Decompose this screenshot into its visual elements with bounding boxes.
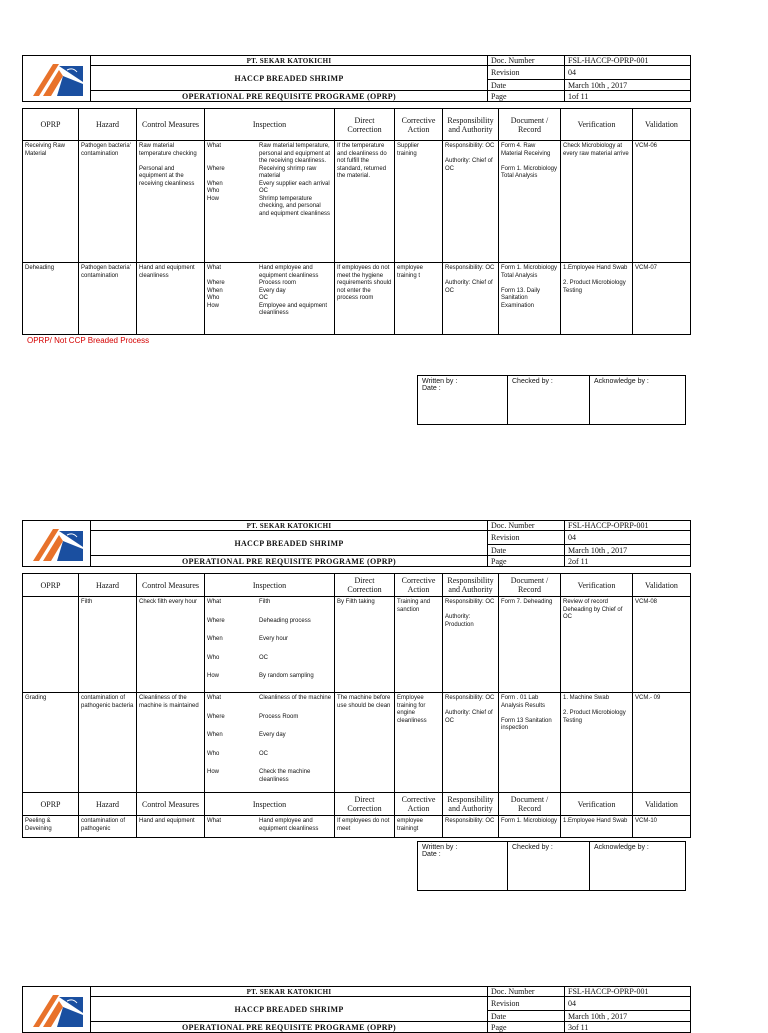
column-header: Inspection [205, 574, 335, 597]
date-sign-label: Date : [422, 385, 441, 392]
table-header-row [23, 109, 691, 141]
document-header [22, 55, 691, 102]
responsibility-cell: Responsibility: OC Authority: Production [443, 597, 499, 693]
logo-icon [23, 56, 89, 99]
document-cell: Form . 01 Lab Analysis Results Form 13 Sanitation inspection [499, 693, 561, 793]
doc-number-label: Doc. Number [488, 521, 565, 531]
insp-value: Every day [259, 732, 286, 738]
document-cell: Form 1. Microbiology Total Analysis Form 13. Daily Sanitation Examination [499, 263, 561, 335]
column-header: Document / Record [499, 109, 561, 141]
column-header: Responsibility and Authority [443, 109, 499, 141]
column-header: Hazard [79, 574, 137, 597]
insp-value: Cleanliness of the machine [259, 695, 332, 701]
insp-label: What [207, 143, 222, 149]
program-title: OPERATIONAL PRE REQUISITE PROGRAME (OPRP) [91, 1022, 488, 1033]
doc-number-label: Doc. Number [488, 987, 565, 997]
table-row [23, 141, 691, 263]
column-header: Validation [633, 574, 691, 597]
hazard-cell: Pathogen bacteria' contamination [79, 263, 137, 335]
column-header: Direct Correction [335, 793, 395, 816]
insp-label: How [207, 195, 220, 202]
company-logo [23, 521, 91, 567]
inspection-cell [205, 693, 335, 793]
corrective-action-cell: Employee training for engine cleanliness [395, 693, 443, 793]
company-logo [23, 987, 91, 1033]
control-cell: Raw material temperature checking Personal and equipment at the receiving cleanliness [137, 141, 205, 263]
column-header: Control Measures [137, 574, 205, 597]
table-row [23, 816, 691, 838]
inspection-cell [205, 816, 335, 838]
revision-label: Revision [488, 66, 565, 80]
insp-value: Hand employee and equipment cleanliness [259, 265, 319, 279]
insp-label: When [207, 287, 223, 294]
hazard-cell: Pathogen bacteria' contamination [79, 141, 137, 263]
verification-cell: 1.Employee Hand Swab 2. Product Microbiology Testing [561, 263, 633, 335]
revision-value: 04 [565, 66, 691, 80]
insp-label: Where [207, 617, 225, 624]
column-header: Responsibility and Authority [443, 574, 499, 597]
doc-number-value: FSL-HACCP-OPRP-001 [565, 521, 691, 531]
program-title: OPERATIONAL PRE REQUISITE PROGRAME (OPRP) [91, 556, 488, 567]
insp-label: What [207, 695, 222, 701]
written-by-cell [418, 842, 508, 891]
column-header: Responsibility and Authority [443, 793, 499, 816]
inspection-cell [205, 597, 335, 693]
company-name: PT. SEKAR KATOKICHI [91, 987, 488, 997]
insp-value: Check the machine cleanliness [259, 769, 311, 783]
insp-value: Raw material temperature, personal and equipment at the receiving cleanliness. [259, 143, 331, 164]
insp-value: Employee and equipment cleanliness [259, 302, 328, 316]
responsibility-cell: Responsibility: OC Authority: Chief of OC [443, 693, 499, 793]
direct-correction-cell: The machine before use should be clean [335, 693, 395, 793]
column-header: OPRP [23, 109, 79, 141]
column-header: Inspection [205, 109, 335, 141]
insp-value: Receiving shrimp raw material [259, 165, 317, 179]
page-label: Page [488, 556, 565, 567]
validation-cell: VCM-07 [633, 263, 691, 335]
insp-label: What [207, 265, 222, 271]
responsibility-cell: Responsibility: OC Authority: Chief of OC [443, 263, 499, 335]
doc-number-value: FSL-HACCP-OPRP-001 [565, 56, 691, 66]
insp-label: What [207, 818, 222, 824]
company-logo [23, 56, 91, 102]
table-header-row [23, 793, 691, 816]
insp-value: OC [259, 188, 268, 194]
column-header: Verification [561, 793, 633, 816]
control-cell: Hand and equipment [137, 816, 205, 838]
hazard-cell: contamination of pathogenic [79, 816, 137, 838]
column-header: OPRP [23, 793, 79, 816]
insp-value: Deheading process [259, 617, 311, 624]
column-header: Validation [633, 109, 691, 141]
validation-cell: VCM-06 [633, 141, 691, 263]
insp-label: Where [207, 280, 225, 286]
column-header: Inspection [205, 793, 335, 816]
oprp-cell [23, 597, 79, 693]
page-value: 2of 11 [565, 556, 691, 567]
written-by-label: Written by : [422, 844, 458, 851]
inspection-cell [205, 141, 335, 263]
corrective-action-cell: Training and sanction [395, 597, 443, 693]
oprp-cell: Peeling & Deveining [23, 816, 79, 838]
column-header: Verification [561, 109, 633, 141]
oprp-table [22, 573, 691, 838]
insp-label: What [207, 599, 222, 605]
responsibility-cell: Responsibility: OC Authority: Chief of OC [443, 141, 499, 263]
date-label: Date [488, 80, 565, 91]
column-header: Control Measures [137, 109, 205, 141]
insp-value: Filth [259, 599, 271, 605]
direct-correction-cell: If the temperature and cleanliness do not fulfill the standard, returned the material. [335, 141, 395, 263]
date-label: Date [488, 545, 565, 556]
insp-value: Process room [259, 280, 297, 286]
oprp-cell: Receiving Raw Material [23, 141, 79, 263]
hazard-cell: contamination of pathogenic bacteria [79, 693, 137, 793]
column-header: OPRP [23, 574, 79, 597]
insp-label: Who [207, 750, 220, 757]
column-header: Direct Correction [335, 574, 395, 597]
product-title: HACCP BREADED SHRIMP [91, 997, 488, 1022]
insp-value: By random sampling [259, 673, 314, 679]
control-cell: Hand and equipment cleanliness [137, 263, 205, 335]
column-header: Validation [633, 793, 691, 816]
table-header-row [23, 574, 691, 597]
page-value: 1of 11 [565, 91, 691, 102]
insp-value: OC [259, 654, 268, 661]
column-header: Hazard [79, 109, 137, 141]
verification-cell: Review of record Deheading by Chief of OC [561, 597, 633, 693]
revision-label: Revision [488, 997, 565, 1011]
insp-value: Hand employee and equipment cleanliness [259, 818, 319, 832]
page-label: Page [488, 91, 565, 102]
insp-label: Who [207, 654, 220, 661]
insp-value: Process Room [259, 713, 299, 720]
document-header [22, 520, 691, 567]
validation-cell: VCM-08 [633, 597, 691, 693]
insp-label: Who [207, 188, 220, 194]
insp-value: OC [259, 750, 268, 757]
corrective-action-cell: employee trainingt [395, 816, 443, 838]
document-cell: Form 4. Raw Material Receiving Form 1. Microbiology Total Analysis [499, 141, 561, 263]
oprp-cell: Deheading [23, 263, 79, 335]
column-header: Direct Correction [335, 109, 395, 141]
acknowledge-by-label: Acknowledge by : [590, 376, 686, 425]
written-by-label: Written by : [422, 378, 458, 385]
signature-box [417, 375, 686, 425]
insp-label: When [207, 180, 223, 187]
document-cell: Form 7. Deheading [499, 597, 561, 693]
validation-cell: VCM.- 09 [633, 693, 691, 793]
control-cell: Check filth every hour [137, 597, 205, 693]
verification-cell: Check Microbiology at every raw material arrive [561, 141, 633, 263]
signature-box [417, 841, 686, 891]
direct-correction-cell: By Filth taking [335, 597, 395, 693]
insp-label: How [207, 673, 220, 679]
insp-label: Where [207, 165, 225, 172]
insp-value: Every day [259, 287, 286, 294]
revision-value: 04 [565, 531, 691, 545]
date-value: March 10th , 2017 [565, 80, 691, 91]
document-header [22, 986, 691, 1033]
checked-by-label: Checked by : [508, 842, 590, 891]
date-label: Date [488, 1011, 565, 1022]
table-row [23, 597, 691, 693]
column-header: Verification [561, 574, 633, 597]
column-header: Control Measures [137, 793, 205, 816]
hazard-cell: Filth [79, 597, 137, 693]
column-header: Document / Record [499, 574, 561, 597]
validation-cell: VCM-10 [633, 816, 691, 838]
verification-cell: 1. Machine Swab 2. Product Microbiology Testing [561, 693, 633, 793]
column-header: Document / Record [499, 793, 561, 816]
direct-correction-cell: If employees do not meet the hygiene requirements should not enter the process room [335, 263, 395, 335]
doc-number-value: FSL-HACCP-OPRP-001 [565, 987, 691, 997]
insp-label: Who [207, 295, 220, 301]
written-by-cell [418, 376, 508, 425]
oprp-table [22, 108, 691, 335]
insp-label: Where [207, 713, 225, 720]
insp-value: Every supplier each arrival [259, 180, 330, 187]
company-name: PT. SEKAR KATOKICHI [91, 521, 488, 531]
oprp-cell: Grading [23, 693, 79, 793]
revision-value: 04 [565, 997, 691, 1011]
product-title: HACCP BREADED SHRIMP [91, 66, 488, 91]
insp-value: OC [259, 295, 268, 301]
document-cell: Form 1. Microbiology [499, 816, 561, 838]
table-row [23, 693, 691, 793]
doc-number-label: Doc. Number [488, 56, 565, 66]
inspection-cell [205, 263, 335, 335]
logo-icon [23, 521, 89, 564]
column-header: Corrective Action [395, 793, 443, 816]
column-header: Corrective Action [395, 574, 443, 597]
date-value: March 10th , 2017 [565, 545, 691, 556]
insp-label: When [207, 732, 223, 738]
insp-label: When [207, 636, 223, 642]
column-header: Hazard [79, 793, 137, 816]
responsibility-cell: Responsibility: OC [443, 816, 499, 838]
checked-by-label: Checked by : [508, 376, 590, 425]
direct-correction-cell: If employees do not meet [335, 816, 395, 838]
table-row [23, 263, 691, 335]
corrective-action-cell: Supplier training [395, 141, 443, 263]
insp-value: Shrimp temperature checking, and personal and equipment cleanliness [259, 195, 331, 217]
date-sign-label: Date : [422, 851, 441, 858]
insp-label: How [207, 302, 220, 309]
program-title: OPERATIONAL PRE REQUISITE PROGRAME (OPRP) [91, 91, 488, 102]
insp-label: How [207, 769, 220, 775]
verification-cell: 1.Employee Hand Swab [561, 816, 633, 838]
oprp-note: OPRP/ Not CCP Breaded Process [27, 336, 150, 345]
column-header: Corrective Action [395, 109, 443, 141]
page-label: Page [488, 1022, 565, 1033]
corrective-action-cell: employee training t [395, 263, 443, 335]
product-title: HACCP BREADED SHRIMP [91, 531, 488, 556]
company-name: PT. SEKAR KATOKICHI [91, 56, 488, 66]
revision-label: Revision [488, 531, 565, 545]
date-value: March 10th , 2017 [565, 1011, 691, 1022]
control-cell: Cleanliness of the machine is maintained [137, 693, 205, 793]
acknowledge-by-label: Acknowledge by : [590, 842, 686, 891]
insp-value: Every hour [259, 636, 289, 642]
page-value: 3of 11 [565, 1022, 691, 1033]
